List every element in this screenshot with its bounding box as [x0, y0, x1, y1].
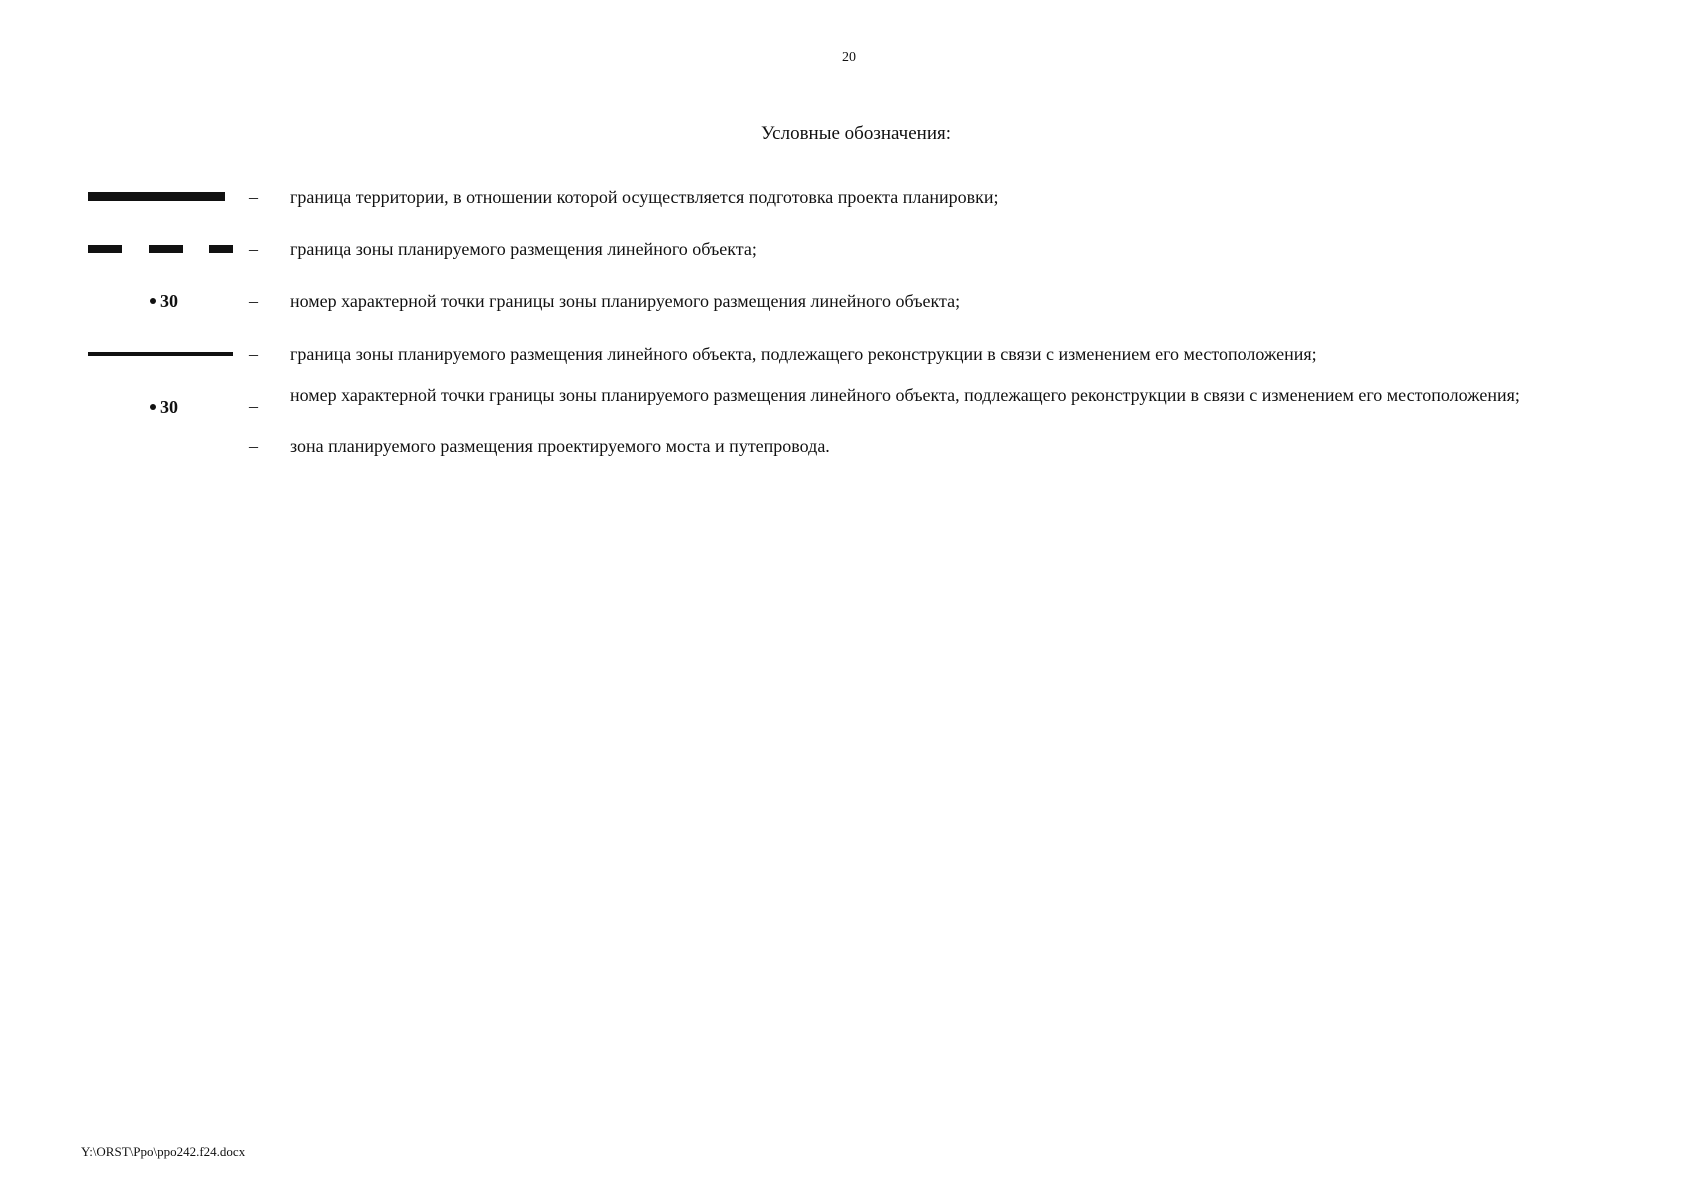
- point-marker-label: 30: [160, 397, 178, 417]
- solid-thick-line-icon: [88, 192, 225, 201]
- legend-description: номер характерной точки границы зоны планируемого размещения линейного объекта;: [290, 291, 961, 311]
- legend-title: Условные обозначения:: [760, 123, 952, 144]
- legend-separator: –: [249, 396, 258, 416]
- solid-thin-line-icon: [88, 352, 233, 356]
- point-marker-icon: [150, 396, 178, 418]
- page-number: 20: [842, 50, 856, 65]
- point-marker-icon: [150, 290, 178, 312]
- legend-separator: –: [249, 239, 258, 259]
- legend-description: номер характерной точки границы зоны планируемого размещения линейного объекта, подлежащего реконструкции в связи с изменением его местоположения;: [290, 385, 1520, 405]
- dash-segment: [209, 245, 233, 253]
- footer-file-path: Y:\ORST\Ppo\ppo242.f24.docx: [81, 1144, 246, 1159]
- dash-segment: [149, 245, 183, 253]
- point-marker-label: 30: [160, 291, 178, 311]
- legend-separator: –: [249, 344, 258, 364]
- dot-icon: [150, 404, 156, 410]
- legend-separator: –: [249, 291, 258, 311]
- legend-description: граница территории, в отношении которой осуществляется подготовка проекта планировки;: [290, 187, 999, 207]
- legend-separator: –: [249, 436, 258, 456]
- legend-description: граница зоны планируемого размещения линейного объекта, подлежащего реконструкции в связи с изменением его местоположения;: [290, 344, 1317, 364]
- dash-segment: [88, 245, 122, 253]
- dot-icon: [150, 298, 156, 304]
- legend-description: зона планируемого размещения проектируемого моста и путепровода.: [290, 436, 830, 456]
- legend-description: граница зоны планируемого размещения линейного объекта;: [290, 239, 757, 259]
- legend-separator: –: [249, 187, 258, 207]
- dashed-thick-line-icon: [88, 245, 233, 253]
